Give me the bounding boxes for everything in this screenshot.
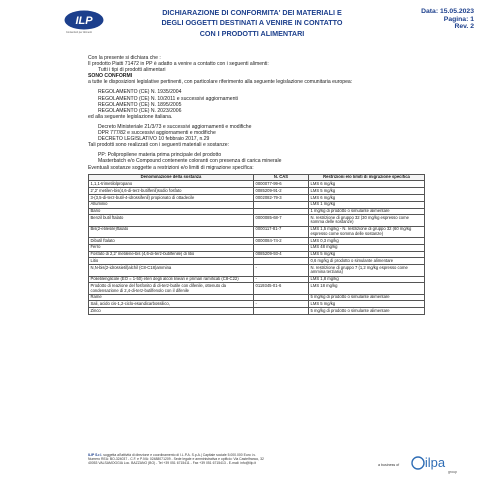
restriction-cell: LMS 1 mg/kg [309,201,425,208]
substances-table [88,174,425,315]
materials-intro: Tali prodotti sono realizzati con i seguenti materiali e sostanze: [88,142,230,149]
footer-line: Numero REA: BO-324037 - C.F. e P.IVA: 02488071209 - Sede legale e amministrativa e opificio: Via Castelfranco, 32 [88,457,264,462]
document-title [118,8,386,39]
cas-number-cell [254,208,309,215]
logo-subtitle: Contenitori per Alimenti [66,31,92,34]
table-row [89,194,425,201]
document-page-number: Pagina: 1 [443,15,474,23]
table-row [89,188,425,195]
restriction-cell: LMS 48 mg/kg [309,244,425,251]
substances-table-body [89,181,425,315]
document-date: Data: 15.05.2023 [421,8,474,15]
footer-line: 40053 VALSAMOGGIA Loc. BAZZANO (BO) - Tel +39 051 6715411 - Fax +39 051 6715413 - E-mail: info@ilip.it [88,461,256,466]
substance-name-cell: Bario [89,208,254,215]
substance-name-cell: Benzil butil ftalato [89,215,254,226]
product-statement: Il prodotto Piatti 71472 in PP è adatto a venire a contatto con i seguenti alimenti: [88,61,269,68]
intro-line: Con la presente si dichiara che : [88,55,161,61]
substance-name-cell: 3-(3,5-di-terz-butil-4-idrossifenil) propionato di ottadecile [89,194,254,201]
ilpa-ring-icon [412,457,424,469]
table-row [89,226,425,237]
eu-legislation-intro: a tutte le disposizioni legislative pertinenti, con particolare riferimento alla seguente legislazione comunitaria europea: [88,79,353,86]
table-row [89,251,425,258]
regulation-item: Decreto Ministeriale 21/3/73 e successivi aggiornamenti e modifiche [98,123,252,130]
substance-name-cell: Litio [89,258,254,265]
materials-list [88,152,424,164]
cas-number-cell [254,308,309,315]
regulation-item: DPR 777/82 e successivi aggiornamenti e modifiche [98,130,216,137]
restriction-cell: LMS 1,8 mg/kg [309,276,425,283]
table-row [89,265,425,276]
restriction-cell: N. restrizione di gruppo 7 (1,2 mg/kg espresso come ammina terziaria) [309,265,425,276]
column-header: Denominazione della sostanza [89,174,254,181]
cas-number-cell: 0000077-99-6 [254,181,309,188]
substance-name-cell: Fosfato di 2,2' metilene-bis (4,6-di-terz-butilfenile) di litio [89,251,254,258]
substance-name-cell: Zinco [89,308,254,315]
cas-number-cell: 0000085-68-7 [254,215,309,226]
table-row [89,244,425,251]
document-revision: Rev. 2 [454,23,474,31]
cas-number-cell: 0085209-91-2 [254,188,309,195]
material-item: Masterbatch e/o Compound contenente coloranti con presenza di carica minerale [98,158,282,165]
ilip-logo [64,10,104,30]
table-row [89,181,425,188]
cas-number-cell: 0000084-74-2 [254,238,309,245]
cas-number-cell [254,201,309,208]
table-row [89,283,425,294]
cas-number-cell [254,258,309,265]
restriction-cell: 5 mg/kg di prodotto o simulante alimentare [309,308,425,315]
cas-number-cell: - [254,265,309,276]
restriction-cell: 5 mg/kg di prodotto o simulante alimentare [309,294,425,301]
cas-number-cell: - [254,276,309,283]
document-body [88,55,424,315]
restriction-cell: LMS 5 mg/kg [309,301,425,308]
substance-name-cell: Sali, acido cis-1,2-ciclo-esandicarbossilico, [89,301,254,308]
cas-number-cell: 0002082-79-3 [254,194,309,201]
substance-name-cell: N,N-bis(2-idrossietil)alchil (C8-C18)ammina [89,265,254,276]
conformity-heading: SONO CONFORMI [88,73,133,80]
title-line: CON I PRODOTTI ALIMENTARI [199,28,305,38]
cas-number-cell [254,244,309,251]
restriction-cell: 0,6 mg/kg di prodotto o simulante alimentare [309,258,425,265]
it-regulations-list [88,124,424,142]
restriction-cell: LMS 0,3 mg/kg [309,238,425,245]
restriction-cell: 1 mg/kg di prodotto o simulante alimentare [309,208,425,215]
footer-text: soggetta all'attività di direzione e coordinamento di I.L.P.A. S.p.A.| Capitale sociale 5.000.000 Euro i.v. [103,453,256,457]
substance-name-cell: Bis(2-etilesile)ftalato [89,226,254,237]
table-row [89,308,425,315]
substances-intro: Eventuali sostanze soggette a restrizioni e/o limiti di migrazione specifica: [88,164,254,171]
title-line: DEGLI OGGETTI DESTINATI A VENIRE IN CONTATTO [161,18,343,28]
table-row [89,238,425,245]
footer-company: ILIP S.r.l. [88,453,103,457]
table-row [89,201,425,208]
substance-name-cell: 1,1,1-trimetilolpropano [89,181,254,188]
table-row [89,294,425,301]
substance-name-cell: Dibutil ftalato [89,238,254,245]
substance-name-cell: Prodotto di reazione del fosfonito di di-terz-butile con difenile, ottenuto da condensazione di 2,4-di-terz-butilfenolo con il difenile [89,283,254,294]
substance-name-cell: Ferro [89,244,254,251]
cas-number-cell: 0085209-93-4 [254,251,309,258]
substance-name-cell: Polietilenglicole (EO = 1-50) eteri degli alcoli lineari e primari ramificati (C8-C22) [89,276,254,283]
restriction-cell: N. restrizione di gruppo 32 (30 mg/kg espresso come somma delle sostanze) [309,215,425,226]
substance-name-cell: Alluminio [89,201,254,208]
substance-name-cell: 2',2' metilen-bis(4,6-di-terz-butilfenil)sodio fosfato [89,188,254,195]
regulation-item: REGOLAMENTO (CE) N. 2023/2006 [98,107,182,114]
column-header: Restrizioni e/o limiti di migrazione specifica [309,174,425,181]
food-types: Tutti i tipi di prodotti alimentari [98,67,166,74]
material-item: PP: Polipropilene materia prima principale del prodotto [98,152,222,159]
table-row [89,208,425,215]
restriction-cell: LMS 6 mg/kg [309,194,425,201]
document-meta [404,8,474,31]
regulation-item: REGOLAMENTO (CE) N. 1935/2004 [98,89,182,96]
column-header: N. CAS [254,174,309,181]
table-row [89,276,425,283]
table-header-row [89,174,425,181]
title-line: DICHIARAZIONE DI CONFORMITA' DEI MATERIALI E [162,8,342,17]
cas-number-cell: 0119345-01-6 [254,283,309,294]
table-row [89,301,425,308]
regulation-item: REGOLAMENTO (CE) N. 1895/2005 [98,101,182,108]
cas-number-cell: 0000117-81-7 [254,226,309,237]
eu-regulations-list [88,89,424,113]
restriction-cell: LMS 5 mg/kg [309,188,425,195]
table-row [89,215,425,226]
cas-number-cell: - [254,301,309,308]
table-row [89,258,425,265]
ilpa-logo-text: ilpa [424,455,446,470]
ilpa-logo [400,452,462,476]
it-legislation-intro: ed alla seguente legislazione italiana. [88,113,173,120]
cas-number-cell [254,294,309,301]
regulation-item: REGOLAMENTO (CE) N. 10/2011 e successivi aggiornamenti [98,95,238,102]
restriction-cell: LMS 5 mg/kg [309,251,425,258]
restriction-cell: LMS 6 mg/kg [309,181,425,188]
regulation-item: DECRETO LEGISLATIVO 10 febbraio 2017, n.29 [98,136,210,143]
logo-text: ILP [75,15,93,27]
ilpa-group-text: group [448,470,457,474]
restriction-cell: LMS 18 mg/kg [309,283,425,294]
substance-name-cell: Rame [89,294,254,301]
business-of-label: a business of [378,463,400,467]
restriction-cell: LMS 1,5 mg/kg - N. restrizione di gruppo 32 (60 mg/kg espresso come somma delle sostanze) [309,226,425,237]
page-footer [88,453,338,466]
